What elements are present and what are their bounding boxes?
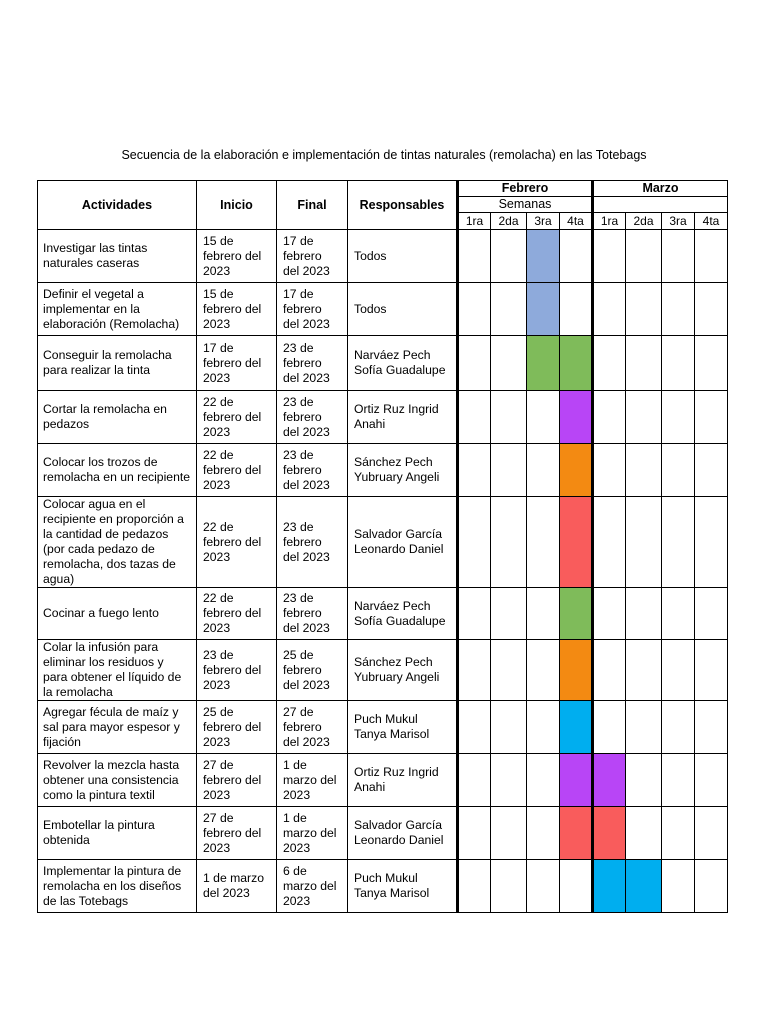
end-date-cell: 23 de febrero del 2023 <box>277 588 348 640</box>
end-date-cell: 1 de marzo del 2023 <box>277 807 348 860</box>
week-cell <box>695 283 728 336</box>
week-cell <box>458 336 491 391</box>
week-cell <box>695 588 728 640</box>
gantt-bar <box>560 754 593 807</box>
header-inicio: Inicio <box>197 181 277 230</box>
week-header: 2da <box>626 213 662 230</box>
week-cell <box>527 807 560 860</box>
end-date-cell: 23 de febrero del 2023 <box>277 391 348 444</box>
gantt-bar <box>593 860 626 913</box>
table-row <box>38 754 728 807</box>
week-cell <box>458 588 491 640</box>
activity-cell: Definir el vegetal a implementar en la elaboración (Remolacha) <box>38 283 197 336</box>
week-header: 3ra <box>527 213 560 230</box>
week-cell <box>662 807 695 860</box>
week-cell <box>626 701 662 754</box>
start-date-cell: 17 de febrero del 2023 <box>197 336 277 391</box>
header-actividades: Actividades <box>38 181 197 230</box>
header-month-febrero: Febrero <box>458 181 593 197</box>
table-row <box>38 588 728 640</box>
gantt-bar <box>527 230 560 283</box>
responsible-cell: Puch Mukul Tanya Marisol <box>348 701 458 754</box>
week-header: 4ta <box>695 213 728 230</box>
gantt-bar <box>560 336 593 391</box>
gantt-bar <box>560 807 593 860</box>
table-row <box>38 391 728 444</box>
responsible-cell: Salvador García Leonardo Daniel <box>348 807 458 860</box>
table-row <box>38 701 728 754</box>
end-date-cell: 1 de marzo del 2023 <box>277 754 348 807</box>
week-cell <box>491 336 527 391</box>
start-date-cell: 22 de febrero del 2023 <box>197 391 277 444</box>
week-cell <box>491 860 527 913</box>
activity-cell: Colocar los trozos de remolacha en un recipiente <box>38 444 197 497</box>
gantt-bar <box>593 807 626 860</box>
responsible-cell: Todos <box>348 283 458 336</box>
week-cell <box>695 754 728 807</box>
week-cell <box>560 860 593 913</box>
end-date-cell: 23 de febrero del 2023 <box>277 444 348 497</box>
table-body <box>38 230 728 913</box>
week-cell <box>458 230 491 283</box>
end-date-cell: 17 de febrero del 2023 <box>277 230 348 283</box>
week-cell <box>593 336 626 391</box>
week-cell <box>491 391 527 444</box>
end-date-cell: 27 de febrero del 2023 <box>277 701 348 754</box>
week-cell <box>662 336 695 391</box>
week-cell <box>491 497 527 588</box>
responsible-cell: Ortiz Ruz Ingrid Anahi <box>348 754 458 807</box>
activity-cell: Embotellar la pintura obtenida <box>38 807 197 860</box>
week-cell <box>560 230 593 283</box>
week-cell <box>527 701 560 754</box>
gantt-bar <box>560 588 593 640</box>
end-date-cell: 25 de febrero del 2023 <box>277 640 348 701</box>
table-row <box>38 860 728 913</box>
week-cell <box>491 640 527 701</box>
activity-cell: Cocinar a fuego lento <box>38 588 197 640</box>
header-responsables: Responsables <box>348 181 458 230</box>
week-cell <box>458 701 491 754</box>
week-cell <box>527 640 560 701</box>
responsible-cell: Puch Mukul Tanya Marisol <box>348 860 458 913</box>
week-cell <box>593 497 626 588</box>
week-cell <box>695 230 728 283</box>
start-date-cell: 15 de febrero del 2023 <box>197 230 277 283</box>
start-date-cell: 22 de febrero del 2023 <box>197 497 277 588</box>
week-cell <box>695 444 728 497</box>
week-cell <box>458 807 491 860</box>
activity-cell: Agregar fécula de maíz y sal para mayor espesor y fijación <box>38 701 197 754</box>
week-cell <box>491 701 527 754</box>
week-cell <box>593 640 626 701</box>
week-cell <box>695 336 728 391</box>
table-row <box>38 807 728 860</box>
week-cell <box>662 701 695 754</box>
week-cell <box>662 444 695 497</box>
gantt-table <box>37 180 728 913</box>
week-cell <box>662 497 695 588</box>
week-header: 1ra <box>458 213 491 230</box>
week-cell <box>458 444 491 497</box>
responsible-cell: Salvador García Leonardo Daniel <box>348 497 458 588</box>
gantt-bar <box>527 283 560 336</box>
activity-cell: Colar la infusión para eliminar los residuos y para obtener el líquido de la remolacha <box>38 640 197 701</box>
end-date-cell: 23 de febrero del 2023 <box>277 497 348 588</box>
week-cell <box>491 754 527 807</box>
header-semanas-blank <box>593 197 728 213</box>
week-cell <box>458 754 491 807</box>
activity-cell: Revolver la mezcla hasta obtener una consistencia como la pintura textil <box>38 754 197 807</box>
week-cell <box>491 283 527 336</box>
week-cell <box>491 807 527 860</box>
start-date-cell: 15 de febrero del 2023 <box>197 283 277 336</box>
table-header <box>38 181 728 230</box>
week-cell <box>662 754 695 807</box>
end-date-cell: 6 de marzo del 2023 <box>277 860 348 913</box>
gantt-bar <box>626 860 662 913</box>
week-cell <box>527 391 560 444</box>
activity-cell: Cortar la remolacha en pedazos <box>38 391 197 444</box>
table-row <box>38 497 728 588</box>
responsible-cell: Sánchez Pech Yubruary Angeli <box>348 444 458 497</box>
week-cell <box>626 283 662 336</box>
table-row <box>38 444 728 497</box>
week-header: 4ta <box>560 213 593 230</box>
week-cell <box>626 807 662 860</box>
week-cell <box>458 391 491 444</box>
start-date-cell: 1 de marzo del 2023 <box>197 860 277 913</box>
week-cell <box>491 588 527 640</box>
gantt-bar <box>560 497 593 588</box>
responsible-cell: Narváez Pech Sofía Guadalupe <box>348 588 458 640</box>
end-date-cell: 17 de febrero del 2023 <box>277 283 348 336</box>
week-cell <box>662 588 695 640</box>
start-date-cell: 22 de febrero del 2023 <box>197 588 277 640</box>
week-cell <box>491 230 527 283</box>
table-row <box>38 640 728 701</box>
week-header: 1ra <box>593 213 626 230</box>
week-cell <box>527 588 560 640</box>
activity-cell: Implementar la pintura de remolacha en los diseños de las Totebags <box>38 860 197 913</box>
start-date-cell: 22 de febrero del 2023 <box>197 444 277 497</box>
table-row <box>38 283 728 336</box>
gantt-bar <box>560 444 593 497</box>
week-cell <box>626 754 662 807</box>
responsible-cell: Narváez Pech Sofía Guadalupe <box>348 336 458 391</box>
week-cell <box>593 391 626 444</box>
week-cell <box>662 860 695 913</box>
activity-cell: Investigar las tintas naturales caseras <box>38 230 197 283</box>
end-date-cell: 23 de febrero del 2023 <box>277 336 348 391</box>
gantt-bar <box>560 701 593 754</box>
gantt-bar <box>527 336 560 391</box>
week-cell <box>491 444 527 497</box>
week-cell <box>626 391 662 444</box>
week-cell <box>458 497 491 588</box>
week-cell <box>695 391 728 444</box>
week-cell <box>662 391 695 444</box>
week-cell <box>662 283 695 336</box>
week-cell <box>560 283 593 336</box>
week-cell <box>662 640 695 701</box>
week-cell <box>593 588 626 640</box>
week-cell <box>626 230 662 283</box>
week-cell <box>626 588 662 640</box>
activity-cell: Conseguir la remolacha para realizar la tinta <box>38 336 197 391</box>
week-cell <box>695 497 728 588</box>
week-cell <box>593 283 626 336</box>
start-date-cell: 23 de febrero del 2023 <box>197 640 277 701</box>
responsible-cell: Ortiz Ruz Ingrid Anahi <box>348 391 458 444</box>
week-cell <box>695 860 728 913</box>
week-cell <box>626 444 662 497</box>
activity-cell: Colocar agua en el recipiente en proporción a la cantidad de pedazos (por cada pedazo de remolacha, dos tazas de agua) <box>38 497 197 588</box>
week-header: 3ra <box>662 213 695 230</box>
week-cell <box>527 497 560 588</box>
week-cell <box>458 860 491 913</box>
gantt-bar <box>560 391 593 444</box>
responsible-cell: Sánchez Pech Yubruary Angeli <box>348 640 458 701</box>
week-cell <box>695 640 728 701</box>
week-cell <box>593 230 626 283</box>
start-date-cell: 27 de febrero del 2023 <box>197 754 277 807</box>
week-cell <box>626 336 662 391</box>
week-cell <box>626 497 662 588</box>
header-semanas: Semanas <box>458 197 593 213</box>
start-date-cell: 25 de febrero del 2023 <box>197 701 277 754</box>
week-cell <box>593 701 626 754</box>
week-cell <box>527 444 560 497</box>
week-cell <box>527 754 560 807</box>
week-cell <box>695 807 728 860</box>
gantt-bar <box>593 754 626 807</box>
week-header: 2da <box>491 213 527 230</box>
week-cell <box>695 701 728 754</box>
week-cell <box>527 860 560 913</box>
header-final: Final <box>277 181 348 230</box>
document-title: Secuencia de la elaboración e implementación de tintas naturales (remolacha) en las Totebags <box>121 148 647 162</box>
week-cell <box>662 230 695 283</box>
header-month-marzo: Marzo <box>593 181 728 197</box>
week-cell <box>458 283 491 336</box>
start-date-cell: 27 de febrero del 2023 <box>197 807 277 860</box>
week-cell <box>626 640 662 701</box>
table-row <box>38 230 728 283</box>
week-cell <box>593 444 626 497</box>
gantt-bar <box>560 640 593 701</box>
table-row <box>38 336 728 391</box>
responsible-cell: Todos <box>348 230 458 283</box>
week-cell <box>458 640 491 701</box>
